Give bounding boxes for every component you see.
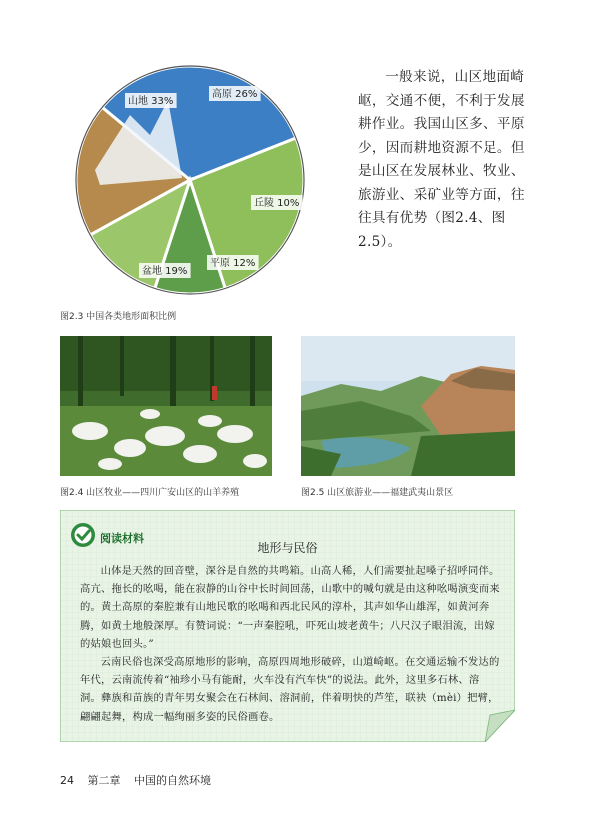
pie-label: 平原 12%: [210, 258, 256, 269]
pie-label: 丘陵 10%: [254, 198, 300, 209]
figure-2-3-caption: 图2.3 中国各类地形面积比例: [60, 312, 177, 322]
reading-paragraph: 云南民俗也深受高原地形的影响，高原四周地形破碎，山道崎岖。在交通运输不发达的年代，云南流传着“袖珍小马有能耐，火车没有汽车快”的说法。此外，这里多石林、溶洞。彝族和苗族的青年男女聚会在石林间、溶洞前，伴着明快的芦笙，联袂（mèi）把臂，翩翩起舞，构成一幅绚丽多姿的民俗画卷。: [80, 656, 500, 723]
chapter-title: 中国的自然环境: [134, 774, 211, 787]
intro-text: 一般来说，山区地面崎岖，交通不便，不利于发展耕作业。我国山区多、平原少，因而耕地资源不足。但是山区在发展林业、牧业、旅游业、采矿业等方面，往往具有优势（图2.4、图2.5）。: [358, 69, 525, 250]
figure-2-5-caption: 图2.5 山区旅游业——福建武夷山景区: [301, 488, 454, 498]
pie-label: 高原 26%: [212, 89, 258, 100]
goat-farming-photo: [60, 336, 272, 476]
intro-paragraph: [358, 66, 528, 254]
reading-paragraph: 山体是天然的回音壁，深谷是自然的共鸣箱。山高人稀，人们需要扯起嗓子招呼同伴。高亢、拖长的吆喝，能在寂静的山谷中长时间回荡，山歌中的喊句就是由这种吆喝演变而来的。黄土高原的秦腔兼有山地民歌的吆喝和西北民风的淳朴，其声如华山雄浑，如黄河奔腾，如黄土地般深厚。有赞词说：“一声秦腔吼，吓死山坡老黄牛；八尺汉子眼泪流，出嫁的姑娘也回头。”: [80, 565, 500, 650]
page-number: 24: [60, 774, 74, 787]
reading-body: [80, 562, 500, 726]
figure-2-4-caption: 图2.4 山区牧业——四川广安山区的山羊养殖: [60, 488, 240, 498]
page-footer: [60, 772, 221, 788]
pie-svg: [70, 60, 310, 300]
pie-label: 山地 33%: [128, 96, 174, 107]
chapter-label: 第二章: [87, 774, 121, 787]
pie-label: 盆地 19%: [142, 266, 188, 277]
reading-material-box: [60, 510, 515, 742]
reading-title: 地形与民俗: [257, 541, 318, 555]
reading-label: 阅读材料: [100, 532, 144, 545]
wuyi-mountain-photo: [301, 336, 515, 476]
terrain-pie-chart: [70, 60, 310, 300]
